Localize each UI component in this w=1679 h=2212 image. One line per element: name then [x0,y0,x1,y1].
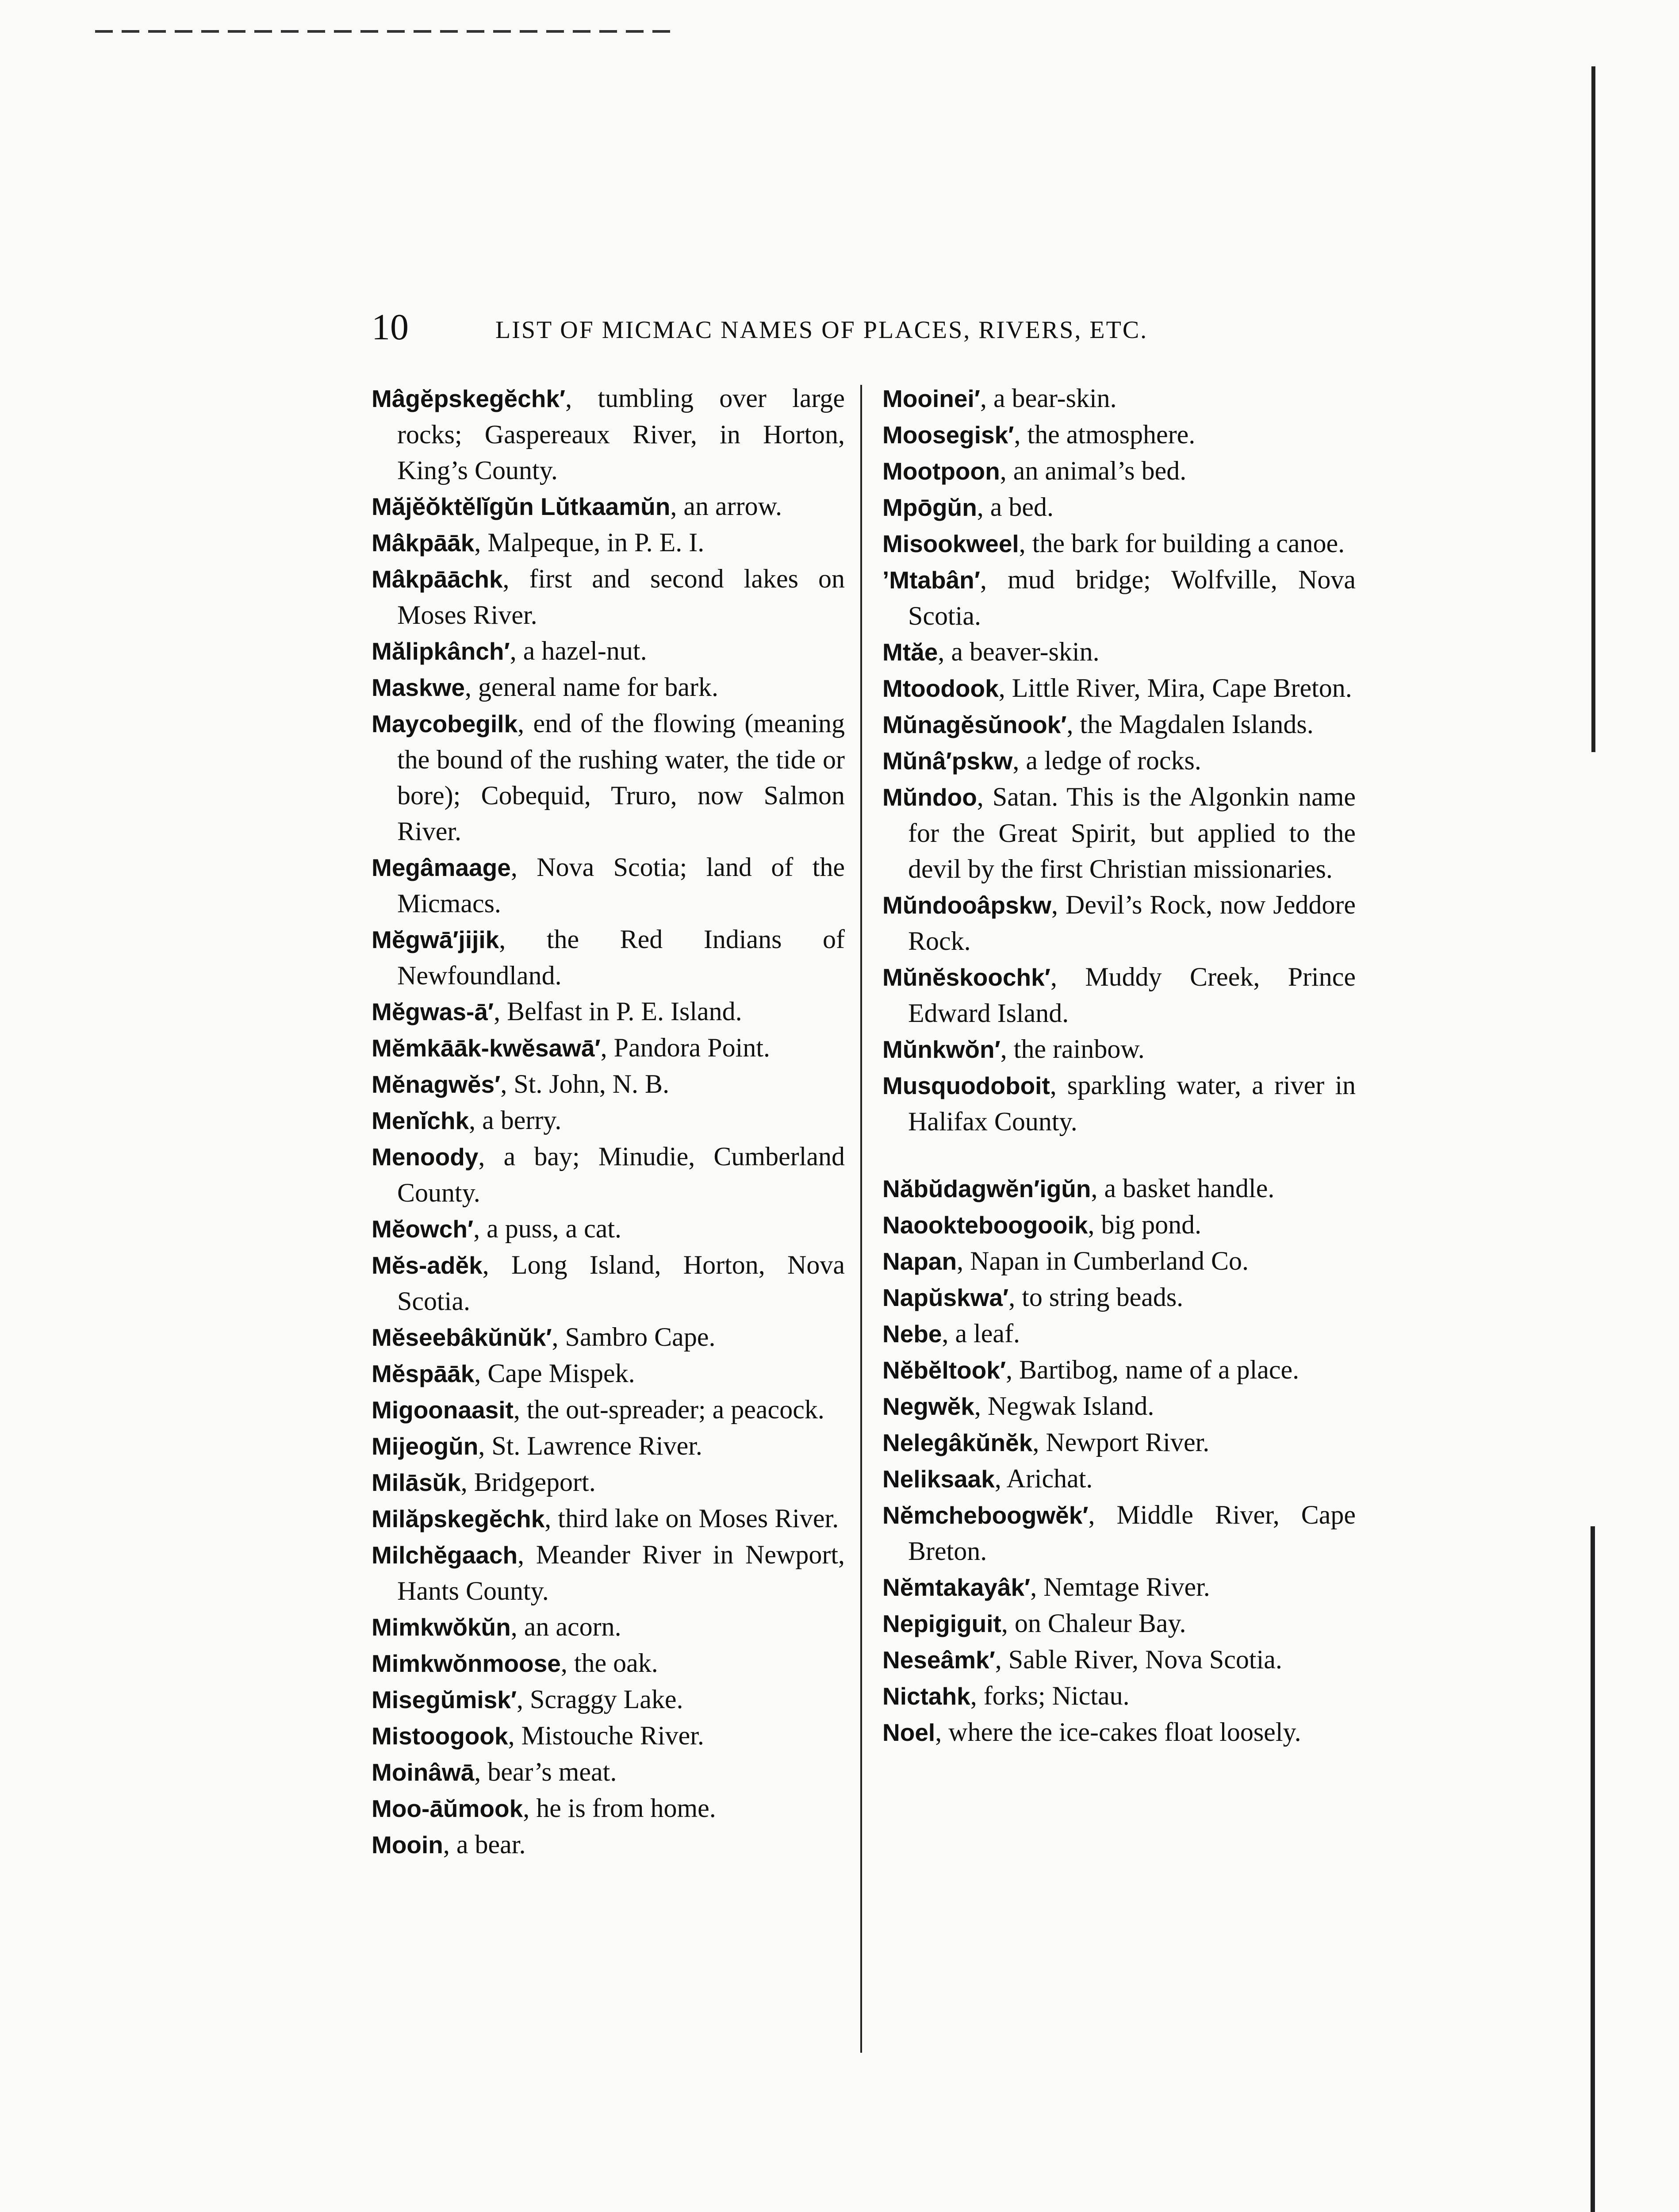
entry-headword: Mĕs-adĕk [372,1252,483,1279]
entry-definition: , big pond. [1088,1210,1202,1239]
entry-definition: , Belfast in P. E. Island. [494,997,742,1026]
entry-headword: Mimkwŏnmoose [372,1650,561,1677]
dictionary-entry [372,1754,845,1790]
entry-headword: Napan [882,1248,957,1275]
dictionary-entry [372,994,845,1030]
entry-definition: , Napan in Cumberland Co. [957,1246,1249,1275]
dictionary-entry [882,417,1356,453]
entry-definition: , to string beads. [1008,1283,1184,1312]
entry-headword: Nĕmtakayâk′ [882,1574,1031,1601]
entry-definition: , the Red Indians of Newfoundland. [397,925,845,990]
dictionary-entry [372,1682,845,1718]
column-rule [860,385,862,2053]
entry-headword: Mŭndooâpskw [882,891,1051,919]
entry-definition: , Cape Mispek. [474,1359,635,1388]
entry-definition: , St. John, N. B. [500,1069,670,1098]
entry-definition: , he is from home. [523,1793,716,1823]
entry-definition: , the out-spreader; a peacock. [513,1395,824,1424]
dictionary-entry [882,1497,1356,1569]
entry-definition: , bear’s meat. [474,1757,617,1786]
entry-definition: , a hazel-nut. [510,636,647,665]
entry-headword: Noel [882,1719,935,1746]
dictionary-entry [372,525,845,561]
entry-headword: Misookweel [882,530,1019,557]
entry-definition: , where the ice-cakes float loosely. [935,1717,1301,1747]
entry-headword: Moosegisk′ [882,421,1014,449]
dictionary-entry [882,1388,1356,1425]
entry-definition: , Pandora Point. [600,1033,770,1062]
dictionary-entry [882,1207,1356,1243]
entry-headword: Mootpoon [882,457,1000,485]
entry-headword: Mâkpāāchk [372,565,503,593]
dictionary-entry [882,1279,1356,1316]
dictionary-entry [882,1068,1356,1140]
entry-headword: Milchĕgaach [372,1541,518,1569]
letter-group-gap [882,1140,1356,1171]
entry-definition: , sparkling water, a river in Halifax County. [908,1071,1356,1136]
dictionary-entry [372,1102,845,1139]
entry-headword: Nepigiguit [882,1610,1001,1637]
entry-headword: Maycobegilk [372,710,518,737]
dictionary-entry [372,1247,845,1319]
entry-headword: Moinâwā [372,1759,475,1786]
entry-headword: Năbŭdagwĕn′igŭn [882,1175,1091,1202]
entry-definition: , Sambro Cape. [552,1322,716,1352]
dictionary-entry [882,779,1356,887]
entry-headword: Megâmaage [372,854,511,881]
dictionary-entry [372,380,845,488]
dictionary-entry [372,849,845,922]
entry-definition: , Devil’s Rock, now Jeddore Rock. [908,890,1356,956]
dictionary-entry [372,669,845,706]
dictionary-entry [882,1316,1356,1352]
dictionary-entry [372,922,845,994]
entry-definition: , third lake on Moses River. [544,1504,839,1533]
dictionary-entry [882,670,1356,707]
dictionary-entry [882,1461,1356,1497]
entry-definition: , on Chaleur Bay. [1001,1609,1186,1638]
dictionary-entry [882,634,1356,670]
entry-headword: Nĕbĕltook′ [882,1356,1006,1384]
entry-headword: Mĕspāāk [372,1360,475,1387]
entry-headword: Mĕseebâkŭnŭk′ [372,1324,552,1351]
entry-headword: Misegŭmisk′ [372,1686,517,1713]
entry-headword: Mĕgwas-ā′ [372,998,494,1025]
entry-definition: , general name for bark. [464,672,718,702]
entry-definition: , a berry. [469,1106,562,1135]
dictionary-entry [882,1352,1356,1388]
dictionary-entry [882,959,1356,1031]
dictionary-entry [372,633,845,669]
entry-headword: Mŭnagĕsŭnook′ [882,711,1067,738]
right-column [882,380,1356,1751]
entry-definition: , Negwak Island. [974,1391,1154,1421]
entry-headword: Migoonaasit [372,1396,514,1424]
dictionary-entry [372,1392,845,1428]
entry-headword: Mălipkânch′ [372,637,510,665]
entry-definition: , a bear. [443,1830,526,1859]
entry-definition: , Newport River. [1032,1428,1210,1457]
dictionary-entry [882,1171,1356,1207]
dictionary-entry [882,1714,1356,1751]
entry-definition: , mud bridge; Wolfville, Nova Scotia. [908,565,1356,630]
entry-headword: Mooin [372,1831,443,1859]
entry-headword: Mŭnkwŏn′ [882,1036,1000,1063]
entry-definition: , Little River, Mira, Cape Breton. [998,673,1352,703]
entry-headword: Mijeogŭn [372,1432,479,1460]
top-binding-line [95,30,670,33]
entry-headword: Mtoodook [882,675,999,702]
entry-headword: Mtăe [882,638,938,666]
dictionary-entry [372,1139,845,1211]
dictionary-entry [372,1790,845,1827]
left-column [372,380,845,1863]
dictionary-entry [882,562,1356,634]
entry-definition: , Sable River, Nova Scotia. [995,1645,1282,1674]
entry-definition: , a beaver-skin. [938,637,1100,666]
entry-headword: Maskwe [372,674,465,701]
entry-definition: , first and second lakes on Moses River. [397,564,845,630]
entry-headword: Mŭnâ′pskw [882,747,1013,775]
entry-definition: , St. Lawrence River. [478,1431,702,1460]
right-edge-bar-upper [1591,66,1595,752]
dictionary-entry [372,1211,845,1247]
entry-headword: Nĕmcheboogwĕk′ [882,1502,1089,1529]
entry-definition: , an arrow. [670,492,782,521]
dictionary-entry [882,526,1356,562]
entry-definition: , tumbling over large rocks; Gaspereaux River, in Horton, King’s County. [397,384,845,485]
dictionary-entry [882,1605,1356,1642]
entry-definition: , the oak. [560,1648,658,1678]
entry-definition: , the Magdalen Islands. [1066,710,1314,739]
dictionary-entry [882,1031,1356,1068]
dictionary-entry [882,743,1356,779]
entry-headword: Menĭchk [372,1107,469,1134]
entry-definition: , the rainbow. [1000,1034,1145,1064]
dictionary-entry [372,1066,845,1102]
entry-definition: , Nova Scotia; land of the Micmacs. [397,853,845,918]
entry-definition: , Nemtage River. [1030,1572,1210,1601]
entry-headword: Mĕgwā′jijik [372,926,499,953]
dictionary-entry [882,1678,1356,1714]
entry-headword: Naookteboogooik [882,1211,1088,1239]
entry-definition: , a bear-skin. [980,384,1117,413]
entry-definition: , an animal’s bed. [1000,456,1187,485]
entry-headword: Mpōgŭn [882,494,977,521]
entry-definition: , a ledge of rocks. [1012,746,1201,775]
entry-headword: Mŭndoo [882,783,977,811]
dictionary-entry [372,1645,845,1682]
entry-headword: Mŭnĕskoochk′ [882,964,1050,991]
entry-headword: Mĕmkāāk-kwĕsawā′ [372,1034,601,1062]
entry-headword: Negwĕk [882,1393,974,1420]
dictionary-entry [372,1464,845,1501]
page-number: 10 [372,307,409,348]
entry-headword: Neliksaak [882,1465,995,1493]
dictionary-entry [372,1827,845,1863]
dictionary-entry [882,453,1356,489]
entry-definition: , Scraggy Lake. [517,1685,683,1714]
entry-headword: Musquodoboit [882,1072,1050,1099]
entry-headword: Mooinei′ [882,385,980,412]
entry-definition: , Malpeque, in P. E. I. [474,528,705,557]
dictionary-entry [372,1319,845,1356]
entry-definition: , end of the flowing (meaning the bound of the rushing water, the tide or bore); Cobequid, Truro, now Salmon River. [397,709,845,846]
dictionary-entry [372,706,845,849]
dictionary-entry [882,887,1356,959]
page-header [372,301,1300,354]
entry-headword: Mĕowch′ [372,1215,474,1243]
entry-headword: Mistoogook [372,1722,508,1750]
entry-definition: , Bridgeport. [460,1467,596,1497]
entry-definition: , Mistouche River. [508,1721,704,1750]
entry-definition: , Long Island, Horton, Nova Scotia. [397,1250,845,1316]
dictionary-entry [372,561,845,633]
entry-headword: Mâkpāāk [372,529,475,557]
dictionary-entry [372,1428,845,1464]
entry-definition: , a bed. [977,492,1054,522]
dictionary-entry [882,1243,1356,1279]
entry-definition: , a basket handle. [1091,1174,1275,1203]
entry-headword: Neseâmk′ [882,1646,995,1674]
dictionary-entry [372,1030,845,1066]
dictionary-entry [372,1609,845,1645]
entry-definition: , a leaf. [942,1319,1020,1348]
dictionary-entry [372,488,845,525]
right-edge-bar-lower [1591,1526,1595,2212]
entry-definition: , forks; Nictau. [970,1681,1130,1710]
entry-headword: Mâgĕpskegĕchk′ [372,385,566,412]
entry-headword: Menoody [372,1143,479,1171]
dictionary-entry [882,1425,1356,1461]
entry-headword: Milāsŭk [372,1469,461,1496]
entry-headword: Mimkwŏkŭn [372,1613,511,1641]
dictionary-entry [372,1501,845,1537]
entry-headword: Măjĕŏktĕlĭgŭn Lŭtkaamŭn [372,493,671,520]
entry-definition: , Muddy Creek, Prince Edward Island. [908,962,1356,1028]
entry-definition: , an acorn. [510,1612,621,1641]
dictionary-entry [882,489,1356,526]
entry-definition: , the bark for building a canoe. [1019,529,1345,558]
entry-headword: Mĕnagwĕs′ [372,1071,501,1098]
entry-headword: Napŭskwa′ [882,1284,1009,1311]
dictionary-entry [882,1569,1356,1605]
entry-headword: Moo-āŭmook [372,1795,523,1822]
dictionary-entry [882,1642,1356,1678]
dictionary-entry [372,1718,845,1754]
entry-definition: , Middle River, Cape Breton. [908,1500,1356,1566]
entry-definition: , a puss, a cat. [473,1214,622,1243]
dictionary-entry [882,380,1356,417]
entry-headword: ’Mtabân′ [882,566,980,594]
dictionary-entry [372,1356,845,1392]
dictionary-entry [882,707,1356,743]
dictionary-entry [372,1537,845,1609]
entry-definition: , Arichat. [994,1464,1093,1493]
running-title: LIST OF MICMAC NAMES OF PLACES, RIVERS, ETC. [495,316,1148,344]
entry-headword: Nelegâkŭnĕk [882,1429,1033,1456]
entry-definition: , Meander River in Newport, Hants County. [397,1540,845,1605]
entry-definition: , Bartibog, name of a place. [1006,1355,1300,1384]
entry-headword: Nictahk [882,1682,970,1710]
entry-definition: , Satan. This is the Algonkin name for the Great Spirit, but applied to the devil by the first Christian missionaries. [908,782,1356,883]
entry-headword: Milăpskegĕchk [372,1505,545,1532]
entry-definition: , a bay; Minudie, Cumberland County. [397,1142,845,1207]
entry-headword: Nebe [882,1320,942,1348]
entry-definition: , the atmosphere. [1014,420,1196,449]
